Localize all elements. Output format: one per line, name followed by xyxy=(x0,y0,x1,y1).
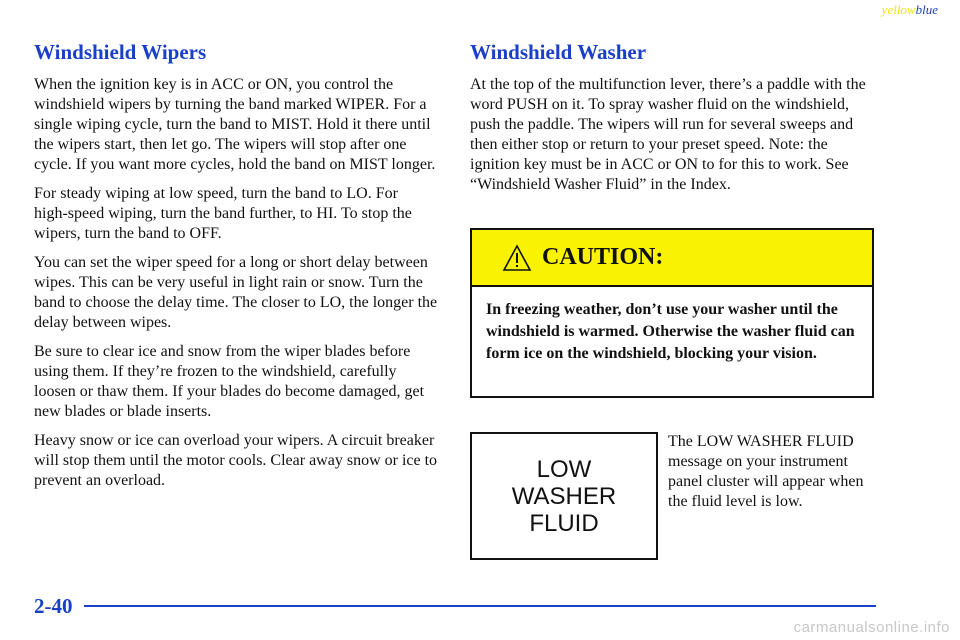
left-column xyxy=(34,40,440,500)
wipers-heading: Windshield Wipers xyxy=(34,40,207,64)
right-column xyxy=(470,40,880,204)
wipers-paragraph-2: For steady wiping at low speed, turn the band to LO. For high‑speed wiping, turn the band further, to HI. To stop the wipers, turn the band to OFF. xyxy=(34,185,412,242)
display-description: The LOW WASHER FLUID message on your instrument panel cluster will appear when the fluid level is low. xyxy=(668,433,864,510)
corner-color-mark xyxy=(882,2,938,18)
wipers-paragraph-4: Be sure to clear ice and snow from the wiper blades before using them. If they’re frozen to the windshield, carefully loosen or thaw them. If your blades do become damaged, get new blades or blade inserts. xyxy=(34,343,425,420)
washer-heading: Windshield Washer xyxy=(470,40,647,64)
watermark: carmanualsonline.info xyxy=(793,619,950,636)
wipers-paragraph-3: You can set the wiper speed for a long or short delay between wipes. This can be very useful in light rain or snow. Turn the band to choose the delay time. The closer to LO, the longer the delay between wipes. xyxy=(34,254,438,331)
caution-title: CAUTION: xyxy=(542,244,664,270)
low-washer-fluid-display xyxy=(470,432,658,560)
display-line-3: FLUID xyxy=(529,509,599,537)
corner-mark-yellow: yellow xyxy=(881,2,916,17)
corner-mark-blue: blue xyxy=(915,2,938,17)
display-line-2: WASHER xyxy=(511,482,617,510)
washer-paragraph: At the top of the multifunction lever, there’s a paddle with the word PUSH on it. To spray washer fluid on the windshield, push the paddle. The wipers will run for several sweeps and then either stop or return to your preset speed. Note: the ignition key must be in ACC or ON to for this to work. See “Windshield Washer Fluid” in the Index. xyxy=(470,76,866,193)
caution-body: In freezing weather, don’t use your washer until the windshield is warmed. Otherwise the washer fluid can form ice on the windshield, blocking your vision. xyxy=(486,301,855,362)
wipers-paragraph-1: When the ignition key is in ACC or ON, you control the windshield wipers by turning the band marked WIPER. For a single wiping cycle, turn the band to MIST. Hold it there until the wipers start, then let go. The wipers will stop after one cycle. If you want more cycles, hold the band on MIST longer. xyxy=(34,76,436,173)
warning-triangle-icon xyxy=(502,244,532,272)
caution-box xyxy=(470,228,874,398)
page-number: 2-40 xyxy=(34,594,73,618)
display-line-1: LOW xyxy=(536,455,592,483)
footer-rule xyxy=(84,605,876,607)
wipers-paragraph-5: Heavy snow or ice can overload your wipers. A circuit breaker will stop them until the motor cools. Clear away snow or ice to prevent an overload. xyxy=(34,432,438,489)
caution-header xyxy=(472,230,872,287)
